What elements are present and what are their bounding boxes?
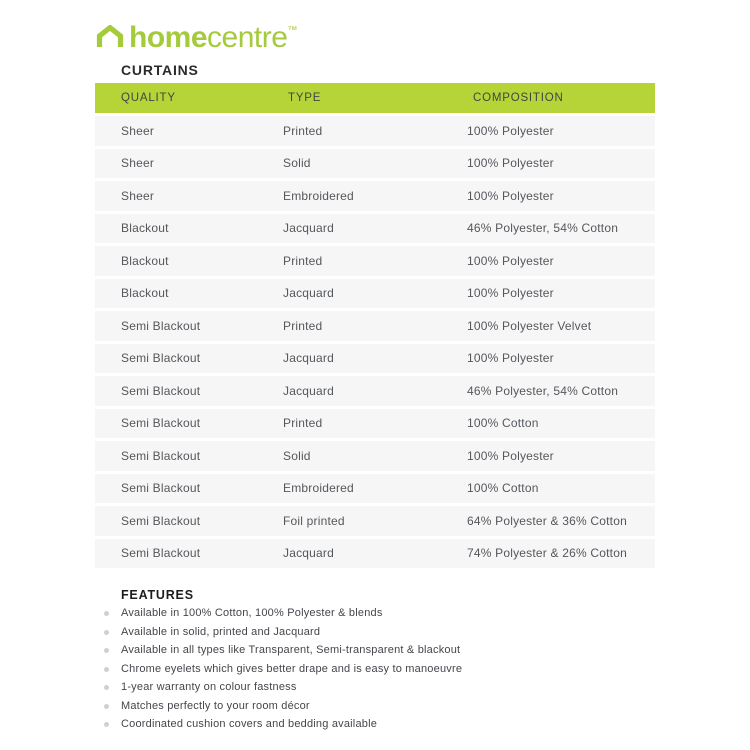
features-title: FEATURES [121, 588, 194, 602]
bullet-icon [104, 685, 109, 690]
cell-composition: 46% Polyester, 54% Cotton [467, 383, 619, 398]
table-row [95, 214, 655, 244]
cell-type: Printed [283, 318, 323, 333]
table-header-row [95, 83, 655, 113]
table-row [95, 441, 655, 471]
table-row [95, 376, 655, 406]
cell-composition: 74% Polyester & 26% Cotton [467, 546, 627, 561]
cell-composition: 64% Polyester & 36% Cotton [467, 513, 627, 528]
feature-text: Chrome eyelets which gives better drape and is easy to manoeuvre [121, 662, 463, 675]
table-row [95, 246, 655, 276]
cell-quality: Blackout [121, 221, 169, 236]
table-row [95, 149, 655, 179]
cell-quality: Semi Blackout [121, 318, 201, 333]
table-body [95, 116, 655, 568]
cell-type: Printed [283, 123, 323, 138]
cell-composition: 100% Polyester [467, 253, 554, 268]
column-header-type: TYPE [288, 92, 322, 104]
brand-wordmark [129, 16, 297, 53]
cell-quality: Blackout [121, 253, 169, 268]
page-title: CURTAINS [121, 62, 199, 78]
house-icon [96, 25, 124, 53]
cell-composition: 100% Cotton [467, 416, 539, 431]
feature-text: Matches perfectly to your room décor [121, 699, 310, 712]
bullet-icon [104, 611, 109, 616]
cell-composition: 100% Polyester [467, 156, 554, 171]
feature-text: Available in solid, printed and Jacquard [121, 625, 321, 638]
cell-composition: 100% Cotton [467, 481, 539, 496]
cell-type: Solid [283, 156, 311, 171]
table-row [95, 116, 655, 146]
cell-quality: Semi Blackout [121, 383, 201, 398]
brand-logo [96, 16, 297, 53]
curtains-spec-table [95, 83, 655, 568]
brand-word-centre: centre [207, 21, 288, 54]
bullet-icon [104, 722, 109, 727]
table-row [95, 539, 655, 569]
cell-type: Foil printed [283, 513, 345, 528]
cell-composition: 100% Polyester Velvet [467, 318, 592, 333]
cell-quality: Sheer [121, 188, 155, 203]
table-row [95, 311, 655, 341]
cell-quality: Semi Blackout [121, 416, 201, 431]
cell-composition: 100% Polyester [467, 351, 554, 366]
bullet-icon [104, 648, 109, 653]
cell-composition: 46% Polyester, 54% Cotton [467, 221, 619, 236]
feature-text: Available in 100% Cotton, 100% Polyester & blends [121, 607, 383, 619]
bullet-icon [104, 704, 109, 709]
cell-quality: Blackout [121, 286, 169, 301]
cell-quality: Semi Blackout [121, 351, 201, 366]
table-row [95, 279, 655, 309]
table-row [95, 181, 655, 211]
feature-item [104, 607, 655, 620]
table-row [95, 506, 655, 536]
cell-quality: Semi Blackout [121, 448, 201, 463]
feature-text: Available in all types like Transparent, Semi-transparent & blackout [121, 644, 461, 656]
table-row [95, 409, 655, 439]
cell-quality: Sheer [121, 123, 155, 138]
cell-type: Solid [283, 448, 311, 463]
feature-item [104, 626, 655, 639]
cell-quality: Sheer [121, 156, 155, 171]
cell-composition: 100% Polyester [467, 286, 554, 301]
feature-item [104, 718, 655, 731]
feature-item [104, 700, 655, 713]
cell-composition: 100% Polyester [467, 123, 554, 138]
cell-quality: Semi Blackout [121, 513, 201, 528]
bullet-icon [104, 630, 109, 635]
feature-text: 1-year warranty on colour fastness [121, 681, 297, 693]
cell-type: Jacquard [283, 221, 334, 236]
cell-type: Jacquard [283, 351, 334, 366]
cell-type: Jacquard [283, 383, 334, 398]
feature-item [104, 663, 655, 676]
column-header-composition: COMPOSITION [473, 92, 564, 104]
cell-type: Jacquard [283, 546, 334, 561]
column-header-quality: QUALITY [121, 92, 176, 104]
cell-type: Embroidered [283, 188, 354, 203]
feature-text: Coordinated cushion covers and bedding available [121, 718, 378, 730]
brand-word-home: home [129, 21, 208, 54]
feature-item [104, 644, 655, 657]
cell-type: Jacquard [283, 286, 334, 301]
cell-quality: Semi Blackout [121, 481, 201, 496]
cell-composition: 100% Polyester [467, 448, 554, 463]
trademark-symbol: ™ [287, 25, 298, 36]
bullet-icon [104, 667, 109, 672]
cell-type: Printed [283, 253, 323, 268]
table-row [95, 474, 655, 504]
cell-quality: Semi Blackout [121, 546, 201, 561]
cell-type: Embroidered [283, 481, 354, 496]
table-row [95, 344, 655, 374]
cell-type: Printed [283, 416, 323, 431]
cell-composition: 100% Polyester [467, 188, 554, 203]
feature-item [104, 681, 655, 694]
features-section [95, 588, 655, 737]
feature-list [95, 607, 655, 731]
